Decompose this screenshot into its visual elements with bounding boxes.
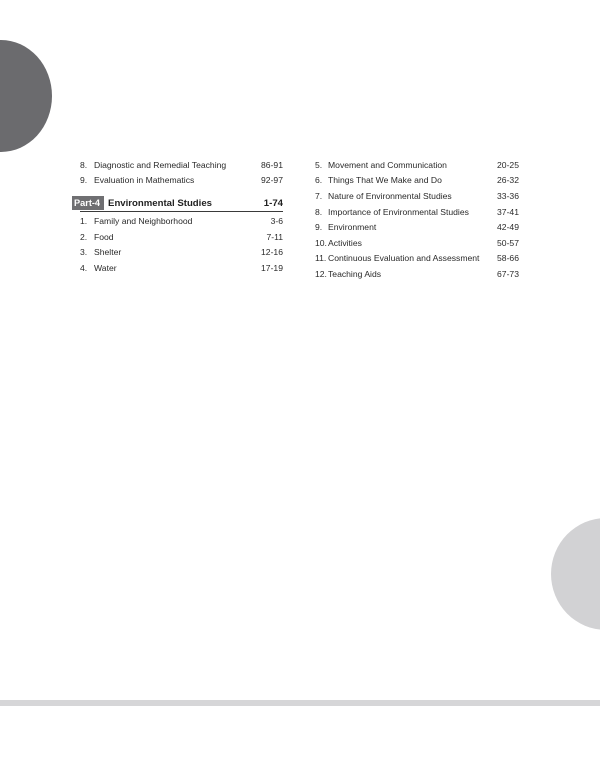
toc-entry-pages: 17-19 bbox=[261, 262, 283, 273]
toc-entry-title: Importance of Environmental Studies bbox=[328, 206, 469, 217]
toc-entry-number: 12. bbox=[315, 268, 327, 279]
toc-entry[interactable] bbox=[315, 235, 519, 251]
toc-entry-pages: 42-49 bbox=[497, 222, 519, 233]
toc-entry-pages: 26-32 bbox=[497, 175, 519, 186]
toc-entry[interactable] bbox=[80, 157, 283, 173]
toc-entry[interactable] bbox=[80, 173, 283, 189]
toc-entry-title: Food bbox=[94, 231, 114, 242]
part-tag: Part-4 bbox=[72, 196, 104, 210]
toc-entry[interactable] bbox=[315, 173, 519, 189]
decorative-circle-top-left bbox=[0, 40, 52, 152]
toc-entry-pages: 12-16 bbox=[261, 247, 283, 258]
toc-entry-number: 10. bbox=[315, 237, 327, 248]
toc-entry[interactable] bbox=[315, 266, 519, 282]
toc-right-column bbox=[315, 157, 519, 282]
toc-entry[interactable] bbox=[80, 229, 283, 245]
toc-entry[interactable] bbox=[315, 204, 519, 220]
toc-entry[interactable] bbox=[315, 251, 519, 267]
toc-entry-title: Shelter bbox=[94, 247, 122, 258]
toc-entry-number: 1. bbox=[80, 215, 88, 226]
toc-entry-number: 9. bbox=[80, 175, 88, 186]
toc-entry-title: Activities bbox=[328, 237, 362, 248]
toc-entry-number: 3. bbox=[80, 247, 88, 258]
toc-entry-title: Movement and Communication bbox=[328, 159, 447, 170]
toc-entry-number: 2. bbox=[80, 231, 88, 242]
decorative-circle-bottom-right bbox=[551, 518, 600, 630]
toc-entry[interactable] bbox=[80, 260, 283, 276]
toc-entry-title: Things That We Make and Do bbox=[328, 175, 442, 186]
part-title: Environmental Studies bbox=[108, 197, 212, 209]
toc-entry-pages: 3-6 bbox=[270, 215, 283, 226]
toc-entry-pages: 33-36 bbox=[497, 190, 519, 201]
toc-entry-number: 4. bbox=[80, 262, 88, 273]
toc-entry-number: 7. bbox=[315, 190, 323, 201]
toc-entry-title: Teaching Aids bbox=[328, 268, 382, 279]
part-pages: 1-74 bbox=[263, 197, 283, 209]
toc-entry-title: Water bbox=[94, 262, 117, 273]
toc-entry-title: Family and Neighborhood bbox=[94, 215, 193, 226]
part-header[interactable] bbox=[74, 196, 283, 212]
toc-entry-pages: 37-41 bbox=[497, 206, 519, 217]
toc-entry-number: 8. bbox=[315, 206, 323, 217]
toc-entry-pages: 67-73 bbox=[497, 268, 519, 279]
toc-entry[interactable] bbox=[80, 244, 283, 260]
toc-left-column bbox=[74, 157, 283, 276]
toc-entry-title: Evaluation in Mathematics bbox=[94, 175, 195, 186]
toc-entry-number: 11. bbox=[315, 253, 327, 264]
toc-entry-number: 5. bbox=[315, 159, 323, 170]
toc-entry-pages: 20-25 bbox=[497, 159, 519, 170]
bottom-divider-bar bbox=[0, 700, 600, 706]
toc-entry[interactable] bbox=[315, 157, 519, 173]
toc-entry-number: 6. bbox=[315, 175, 323, 186]
toc-entry[interactable] bbox=[80, 213, 283, 229]
toc-entry-title: Environment bbox=[328, 222, 377, 233]
toc-entry-title: Diagnostic and Remedial Teaching bbox=[94, 159, 227, 170]
toc-entry-title: Continuous Evaluation and Assessment bbox=[328, 253, 480, 264]
toc-entry[interactable] bbox=[315, 188, 519, 204]
toc-entry-pages: 50-57 bbox=[497, 237, 519, 248]
toc-entry-pages: 58-66 bbox=[497, 253, 519, 264]
toc-entry-pages: 7-11 bbox=[266, 231, 283, 242]
toc-entry-pages: 86-91 bbox=[261, 159, 283, 170]
toc-entry-title: Nature of Environmental Studies bbox=[328, 190, 452, 201]
toc-entry-pages: 92-97 bbox=[261, 175, 283, 186]
toc-entry[interactable] bbox=[315, 219, 519, 235]
toc-entry-number: 8. bbox=[80, 159, 88, 170]
toc-entry-number: 9. bbox=[315, 222, 323, 233]
